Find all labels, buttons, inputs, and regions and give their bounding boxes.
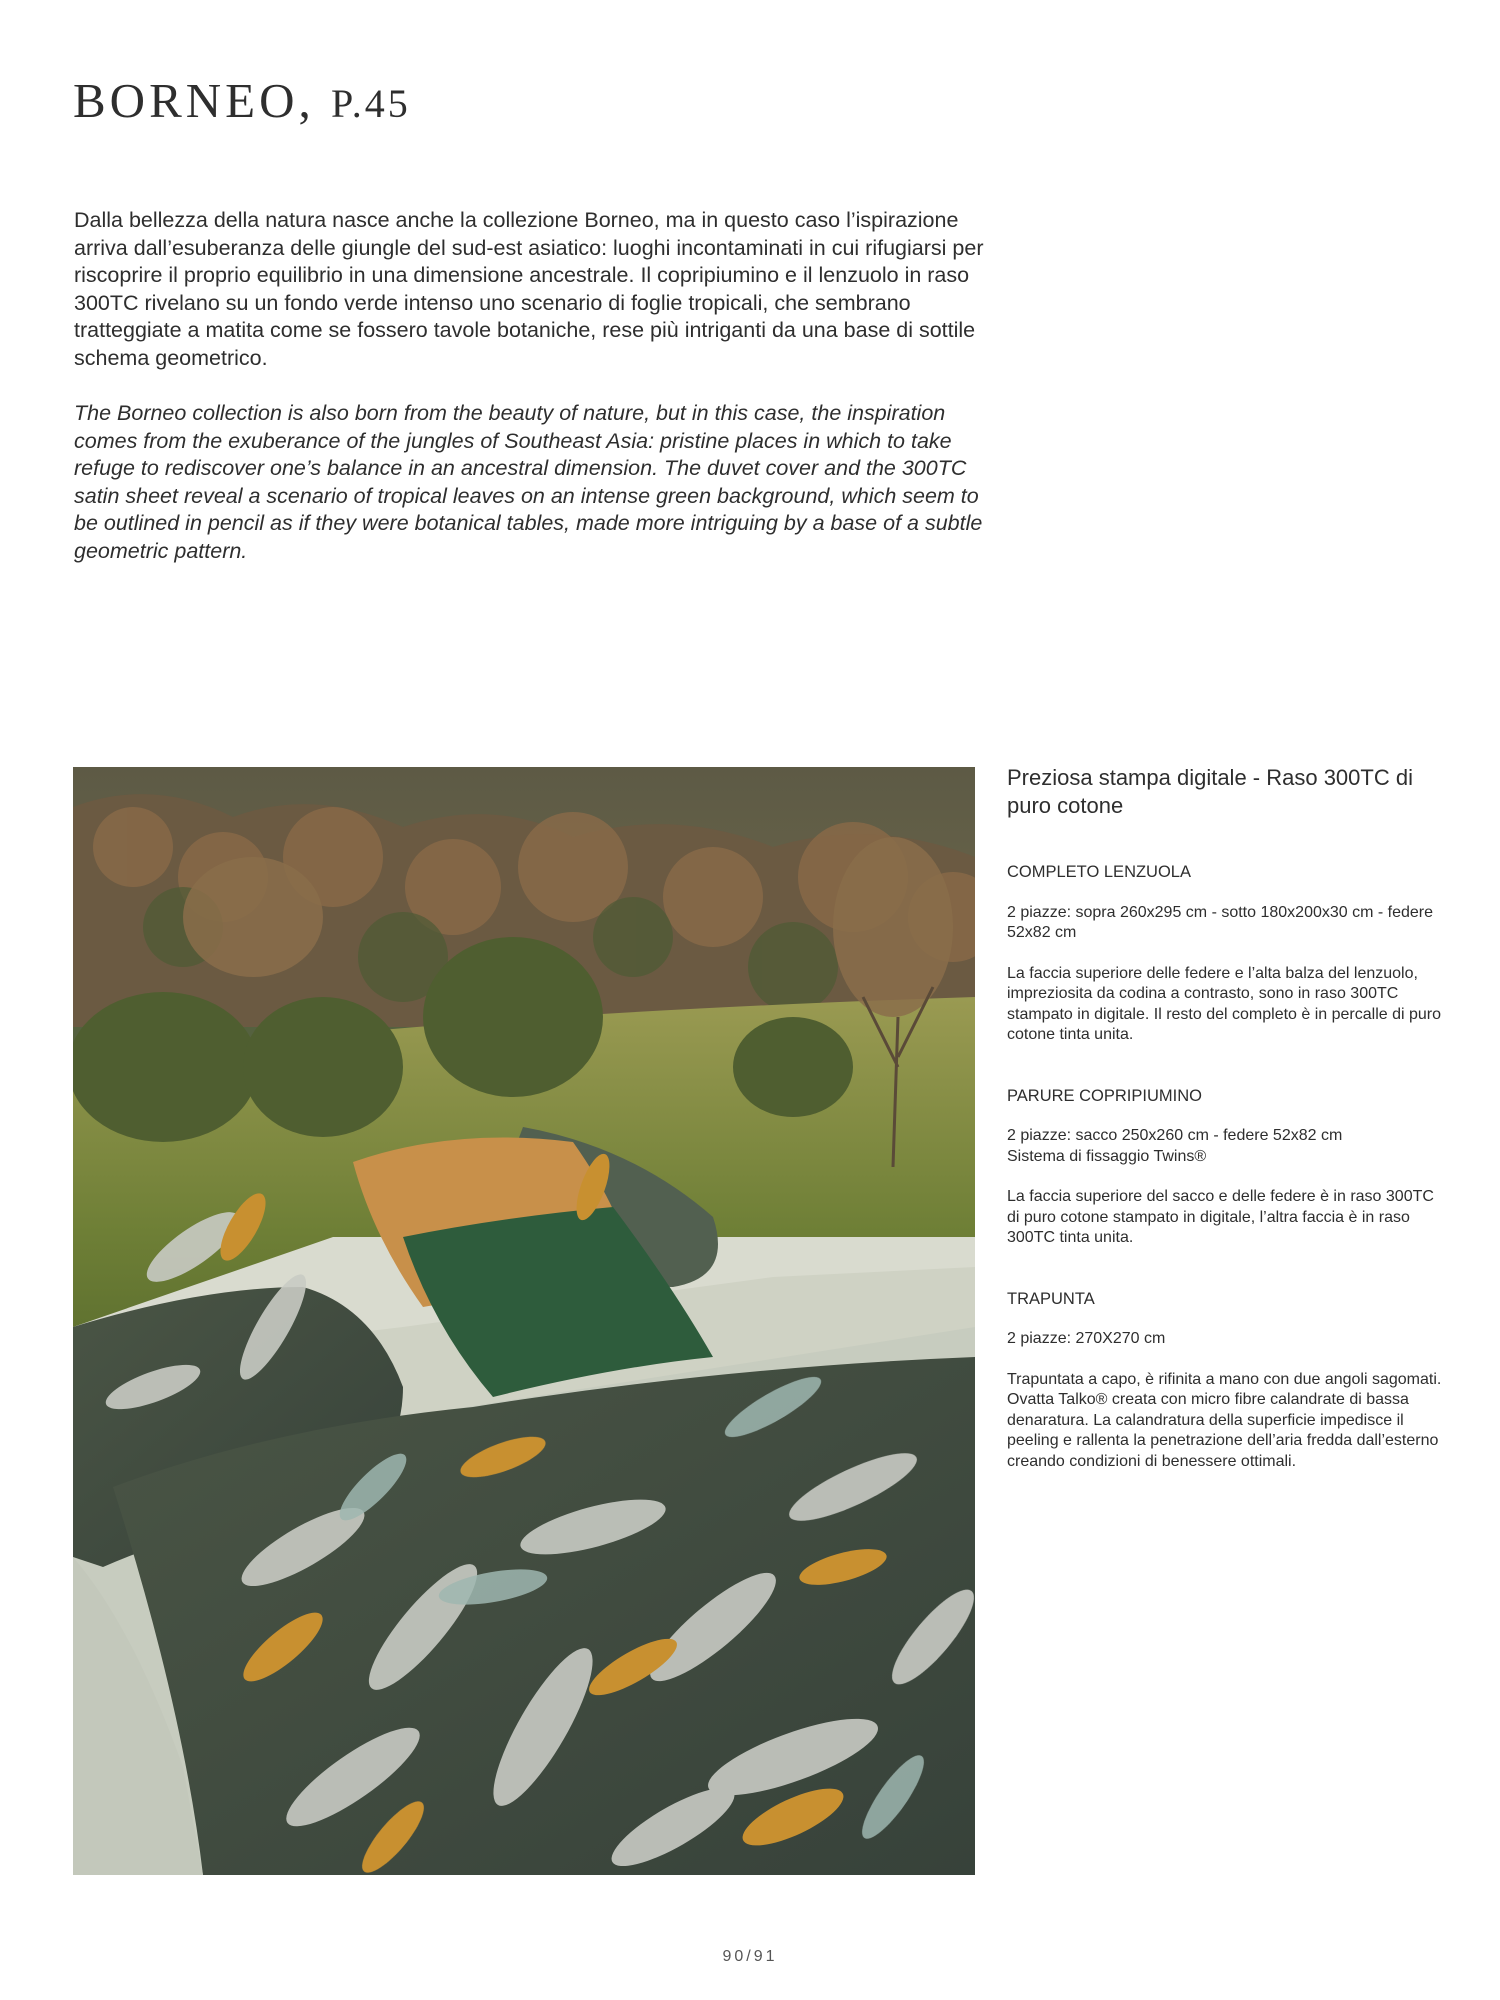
duvet-description-1: La faccia superiore del sacco e delle federe è in raso 300TC: [1007, 1188, 1434, 1205]
quilt-size: 2 piazze: 270X270 cm: [1007, 1330, 1166, 1347]
collection-name: BORNEO,: [73, 73, 315, 128]
quilt-description-2: Ovatta Talko® creata con micro fibre calandrate di bassa denaratura. La calandratura della superficie impedisce il peeling e rallenta la penetrazione dell’aria fredda dall’esterno creando condizioni di benessere ottimali.: [1007, 1391, 1439, 1470]
sheets-description: La faccia superiore delle federe e l’alta balza del lenzuolo, impreziosita da codina a contrasto, sono in raso 300TC stampato in digitale. Il resto del completo è in percalle di puro cotone tinta unita.: [1007, 964, 1442, 1043]
duvet-description: [1007, 1187, 1449, 1249]
page-title: [73, 72, 411, 129]
quilt-description: [1007, 1370, 1449, 1473]
intro-italian: Dalla bellezza della natura nasce anche la collezione Borneo, ma in questo caso l’ispirazione arriva dall’esuberanza delle giungle del sud-est asiatico: luoghi incontaminati in cui rifugiarsi per riscoprire il proprio equilibrio in una dimensione ancestrale. Il copripiumino e il lenzuolo in raso 300TC rivelano su un fondo verde intenso uno scenario di foglie tropicali, che sembrano tratteggiate a matita come se fossero tavole botaniche, rese più intriganti da una base di sottile schema geometrico.: [74, 208, 984, 370]
duvet-description-2: di puro cotone stampato in digitale, l’altra faccia è in raso 300TC tinta unita.: [1007, 1208, 1410, 1246]
product-specs: [1007, 764, 1449, 1492]
sheets-title: COMPLETO LENZUOLA: [1007, 863, 1191, 881]
quilt-title: TRAPUNTA: [1007, 1289, 1095, 1308]
duvet-title: PARURE COPRIPIUMINO: [1007, 1086, 1202, 1105]
page-numbers: 90/91: [722, 1948, 778, 1965]
duvet-size: 2 piazze: sacco 250x260 cm - federe 52x82 cm: [1007, 1127, 1343, 1144]
intro-english: The Borneo collection is also born from the beauty of nature, but in this case, the inspiration comes from the exuberance of the jungles of Southeast Asia: pristine places in which to take refuge to rediscover one’s balance in an ancestral dimension. The duvet cover and the 300TC satin sheet reveal a scenario of tropical leaves on an intense green background, which seem to be outlined in pencil as if they were botanical tables, made more intriguing by a base of a subtle geometric pattern.: [74, 401, 983, 563]
duvet-size-block: [1007, 1126, 1449, 1167]
sheets-size: 2 piazze: sopra 260x295 cm - sotto 180x200x30 cm - federe 52x82 cm: [1007, 903, 1434, 941]
duvet-system: Sistema di fissaggio Twins®: [1007, 1147, 1207, 1165]
quilt-description-1: Trapuntata a capo, è rifinita a mano con due angoli sagomati.: [1007, 1370, 1442, 1388]
bedding-photo-illustration: [73, 767, 975, 1875]
intro-text: [74, 207, 994, 565]
spec-headline: Preziosa stampa digitale - Raso 300TC di puro cotone: [1007, 765, 1413, 818]
page-reference: P.45: [330, 81, 411, 126]
bedding-photo: [73, 767, 975, 1875]
